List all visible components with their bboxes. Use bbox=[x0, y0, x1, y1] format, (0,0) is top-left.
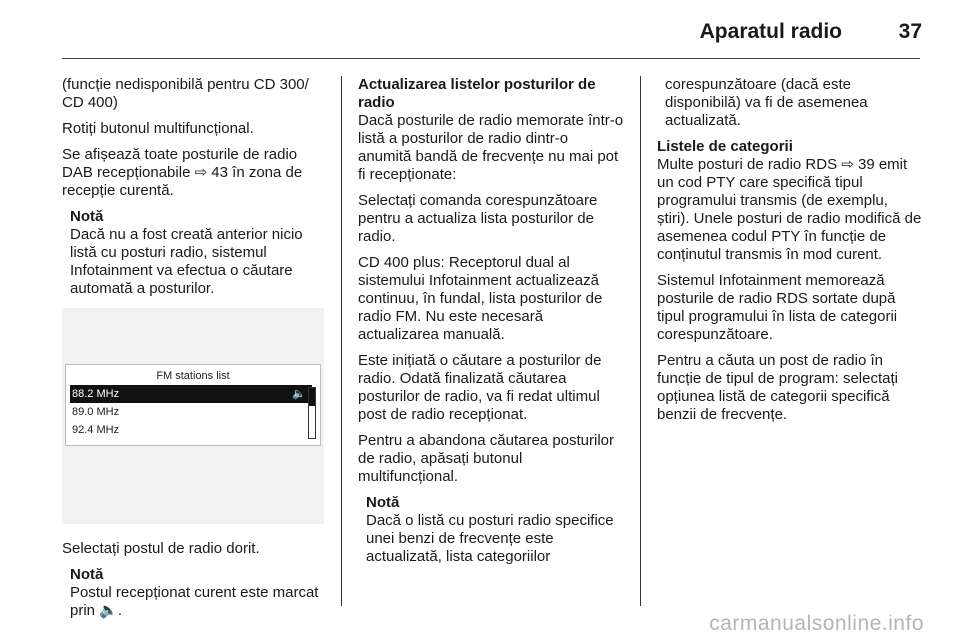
paragraph-rotate: Rotiți butonul multifuncțional. bbox=[62, 120, 254, 137]
note-box bbox=[62, 566, 324, 620]
section-heading-update-lists: Actualizarea listelor posturilor de radio bbox=[358, 76, 596, 111]
paragraph-sorted-categories: Sistemul Infotainment memorează posturile de radio RDS sortate după tipul programului în lista de categorii corespunzătoare. bbox=[657, 272, 898, 343]
fm-stations-screen bbox=[65, 364, 321, 446]
station-label: 89.0 MHz bbox=[72, 406, 120, 418]
paragraph-rds-pty: Multe posturi de radio RDS ⇨ 39 emit un cod PTY care specifică tipul programului transmis (de exemplu, știri). Unele posturi de radio modifică de asemenea codul PTY în funcție de conținutul transmis în mod curent. bbox=[657, 156, 922, 263]
column-right bbox=[657, 76, 923, 432]
paragraph-search-started: Este inițiată o căutare a posturilor de radio. Odată finalizată căutarea posturilor de radio, va fi redat ultimul post de radio recepționat. bbox=[358, 352, 602, 423]
paragraph-select-station: Selectați postul de radio dorit. bbox=[62, 540, 260, 557]
paragraph-cannot-receive: Dacă posturile de radio memorate într-o listă a posturilor de radio dintr-o anumită bandă de frecvențe nu mai pot fi recepționate: bbox=[358, 112, 624, 183]
list-scrollbar[interactable] bbox=[308, 387, 316, 439]
page-title: Aparatul radio bbox=[699, 20, 842, 43]
note-title: Notă bbox=[70, 208, 104, 225]
fm-stations-figure bbox=[62, 308, 324, 524]
page-number: 37 bbox=[898, 20, 922, 43]
screen-title: FM stations list bbox=[156, 370, 230, 382]
column-left bbox=[62, 76, 324, 628]
note-box bbox=[62, 208, 324, 298]
header-divider bbox=[62, 58, 920, 59]
note-text: Dacă nu a fost creată anterior nicio listă cu posturi radio, sistemul Infotainment va efectua o căutare automată a posturilor. bbox=[70, 226, 303, 297]
station-row[interactable] bbox=[70, 403, 312, 421]
scrollbar-thumb[interactable] bbox=[309, 388, 315, 406]
column-divider-1 bbox=[341, 76, 342, 606]
speaker-icon: 🔈 bbox=[292, 388, 306, 400]
note-title: Notă bbox=[70, 566, 104, 583]
paragraph-select-update: Selectați comanda corespunzătoare pentru a actualiza lista posturilor de radio. bbox=[358, 192, 598, 245]
note-title: Notă bbox=[366, 494, 400, 511]
paragraph-abort-search: Pentru a abandona căutarea posturilor de radio, apăsați butonul multifuncțional. bbox=[358, 432, 615, 485]
column-divider-2 bbox=[640, 76, 641, 606]
section-heading-categories: Listele de categorii bbox=[657, 138, 793, 155]
note-continuation: corespunzătoare (dacă este disponibilă) va fi de asemenea actualizată. bbox=[665, 76, 868, 129]
station-row-selected[interactable] bbox=[70, 385, 312, 403]
note-text: Postul recepționat curent este marcat prin 🔈. bbox=[70, 584, 319, 619]
station-row[interactable] bbox=[70, 421, 312, 439]
paragraph-availability: (funcție nedisponibilă pentru CD 300/ CD 400) bbox=[62, 76, 309, 111]
column-middle bbox=[358, 76, 624, 574]
paragraph-search-by-type: Pentru a căuta un post de radio în funcție de tipul de program: selectați opțiunea listă de categorii specifică benzii de frecvențe. bbox=[657, 352, 898, 423]
paragraph-cd400-plus: CD 400 plus: Receptorul dual al sistemului Infotainment actualizează continuu, în fundal, lista posturilor de radio FM. Nu este necesară actualizarea manuală. bbox=[358, 254, 603, 343]
station-label: 88.2 MHz bbox=[72, 388, 120, 400]
station-label: 92.4 MHz bbox=[72, 424, 120, 436]
note-box bbox=[358, 494, 624, 566]
paragraph-dab-list: Se afișează toate posturile de radio DAB recepționabile ⇨ 43 în zona de recepție curentă. bbox=[62, 146, 303, 199]
watermark: carmanualsonline.info bbox=[709, 612, 924, 635]
note-text: Dacă o listă cu posturi radio specifice unei benzi de frecvențe este actualizată, lista categoriilor bbox=[366, 512, 614, 565]
